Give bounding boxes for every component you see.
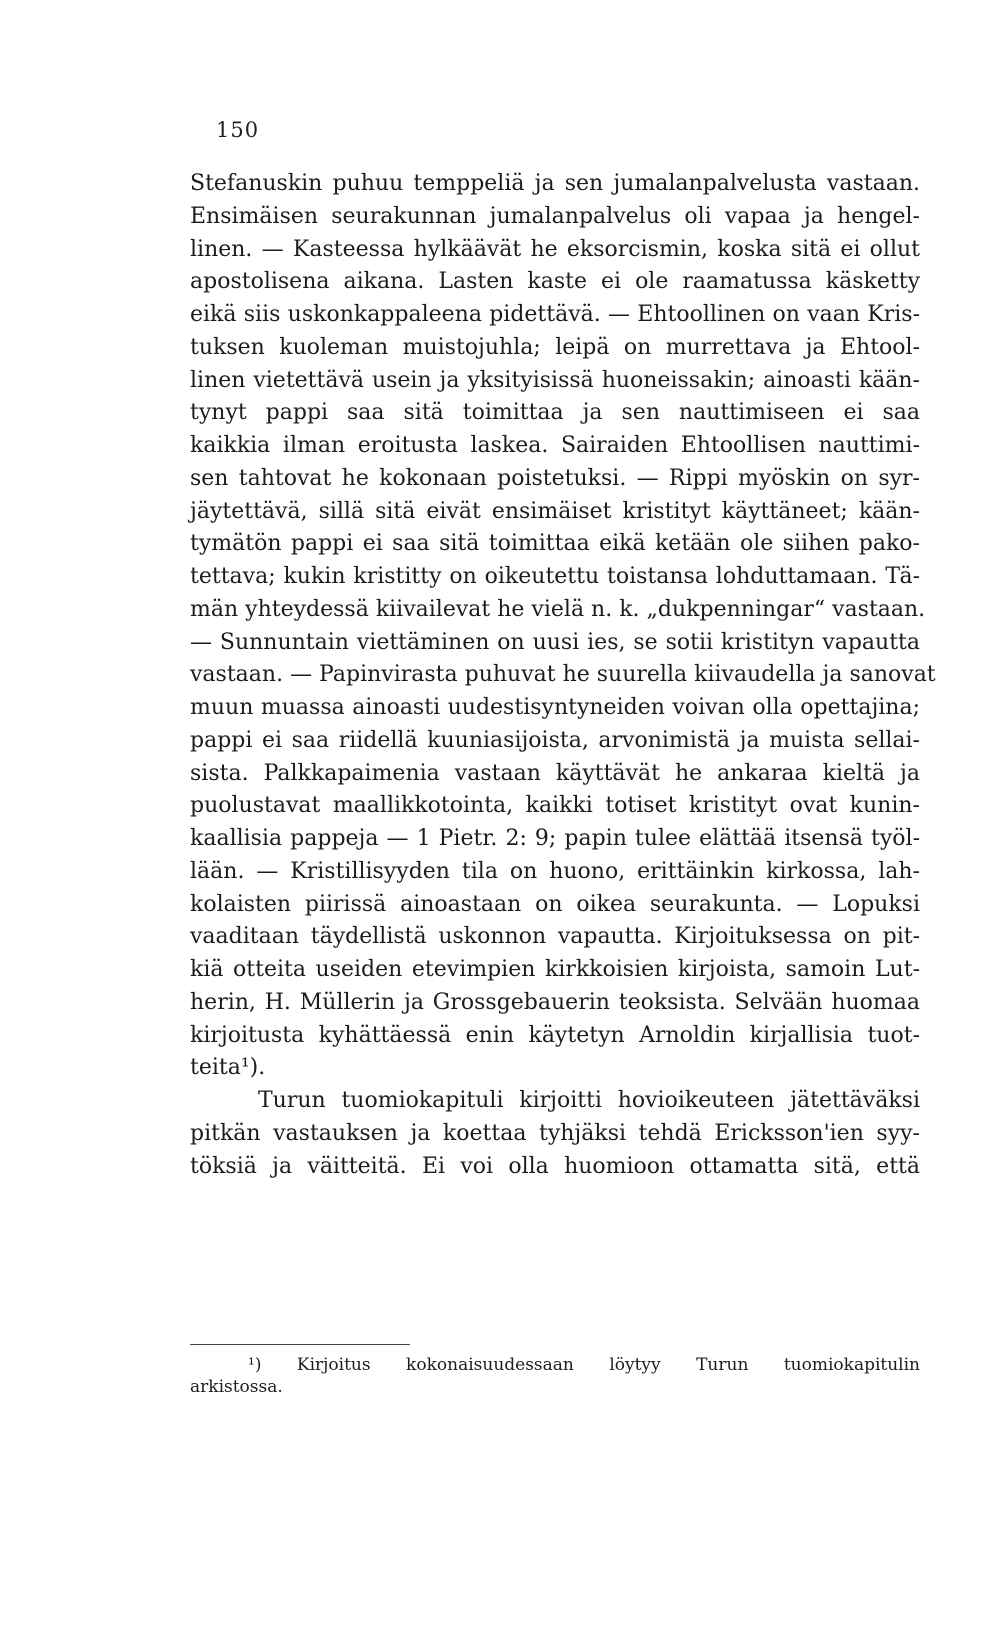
- text-line: sen tahtovat he kokonaan poistetuksi. — Rippi myöskin on syr-: [190, 465, 920, 491]
- text-line: män yhteydessä kiivailevat he vielä n. k. „dukpenningar“ vastaan.: [190, 596, 926, 622]
- text-line: vaaditaan täydellistä uskonnon vapautta. Kirjoituksessa on pit-: [190, 924, 920, 950]
- text-line: herin, H. Müllerin ja Grossgebauerin teoksista. Selvään huomaa: [190, 989, 920, 1015]
- text-line: eikä siis uskonkappaleena pidettävä. — Ehtoollinen on vaan Kris-: [190, 302, 920, 327]
- text-line: teita¹).: [190, 1055, 266, 1081]
- text-line: tynyt pappi saa sitä toimittaa ja sen nauttimiseen ei saa: [190, 400, 920, 426]
- text-line: linen. — Kasteessa hylkäävät he eksorcismin, koska sitä ei ollut: [190, 236, 920, 262]
- text-line: pitkän vastauksen ja koettaa tyhjäksi tehdä Ericksson'ien syy-: [190, 1120, 920, 1146]
- text-line: tettava; kukin kristitty on oikeutettu toistansa lohduttamaan. Tä-: [190, 564, 920, 589]
- text-line: puolustavat maallikkotointa, kaikki totiset kristityt ovat kunin-: [190, 793, 920, 819]
- text-line: Turun tuomiokapituli kirjoitti hovioikeuteen jätettäväksi: [258, 1088, 920, 1113]
- text-line: pappi ei saa riidellä kuuniasijoista, arvonimistä ja muista sellai-: [190, 727, 920, 753]
- text-line: Stefanuskin puhuu temppeliä ja sen jumalanpalvelusta vastaan.: [190, 171, 920, 196]
- text-line: kaikkia ilman eroitusta laskea. Sairaiden Ehtoollisen nauttimi-: [190, 433, 920, 458]
- footnote-line: arkistossa.: [190, 1377, 283, 1397]
- text-line: vastaan. — Papinvirasta puhuvat he suurella kiivaudella ja sanovat: [190, 662, 936, 688]
- text-line: muun muassa ainoasti uudestisyntyneiden voivan olla opettajina;: [190, 695, 920, 720]
- text-line: tuksen kuoleman muistojuhla; leipä on murrettava ja Ehtool-: [190, 334, 920, 360]
- text-line: linen vietettävä usein ja yksityisissä huoneissakin; ainoasti kään-: [190, 367, 920, 393]
- footnote: [190, 1354, 920, 1398]
- text-line: kiä otteita useiden etevimpien kirkkoisien kirjoista, samoin Lut-: [190, 957, 920, 982]
- footnote-line: ¹) Kirjoitus kokonaisuudessaan löytyy Turun tuomiokapitulin: [248, 1355, 920, 1375]
- text-line: — Sunnuntain viettäminen on uusi ies, se sotii kristityn vapautta: [190, 629, 920, 655]
- text-line: tymätön pappi ei saa sitä toimittaa eikä ketään ole siihen pako-: [190, 531, 920, 557]
- text-line: kolaisten piirissä ainoastaan on oikea seurakunta. — Lopuksi: [190, 891, 920, 917]
- text-line: kirjoitusta kyhättäessä enin käytetyn Arnoldin kirjallisia tuot-: [190, 1022, 920, 1048]
- footnote-divider: [190, 1344, 410, 1345]
- body-text: [190, 168, 936, 1183]
- text-line: lään. — Kristillisyyden tila on huono, erittäinkin kirkossa, lah-: [190, 858, 920, 884]
- text-line: jäytettävä, sillä sitä eivät ensimäiset kristityt käyttäneet; kään-: [190, 498, 920, 524]
- text-line: sista. Palkkapaimenia vastaan käyttävät he ankaraa kieltä ja: [190, 760, 920, 786]
- text-line: töksiä ja väitteitä. Ei voi olla huomioon ottamatta sitä, että: [190, 1153, 920, 1179]
- text-line: kaallisia pappeja — 1 Pietr. 2: 9; papin tulee elättää itsensä työl-: [190, 826, 920, 851]
- text-line: Ensimäisen seurakunnan jumalanpalvelus oli vapaa ja hengel-: [190, 203, 920, 229]
- text-line: apostolisena aikana. Lasten kaste ei ole raamatussa käsketty: [190, 269, 920, 295]
- page-number: 150: [216, 118, 260, 142]
